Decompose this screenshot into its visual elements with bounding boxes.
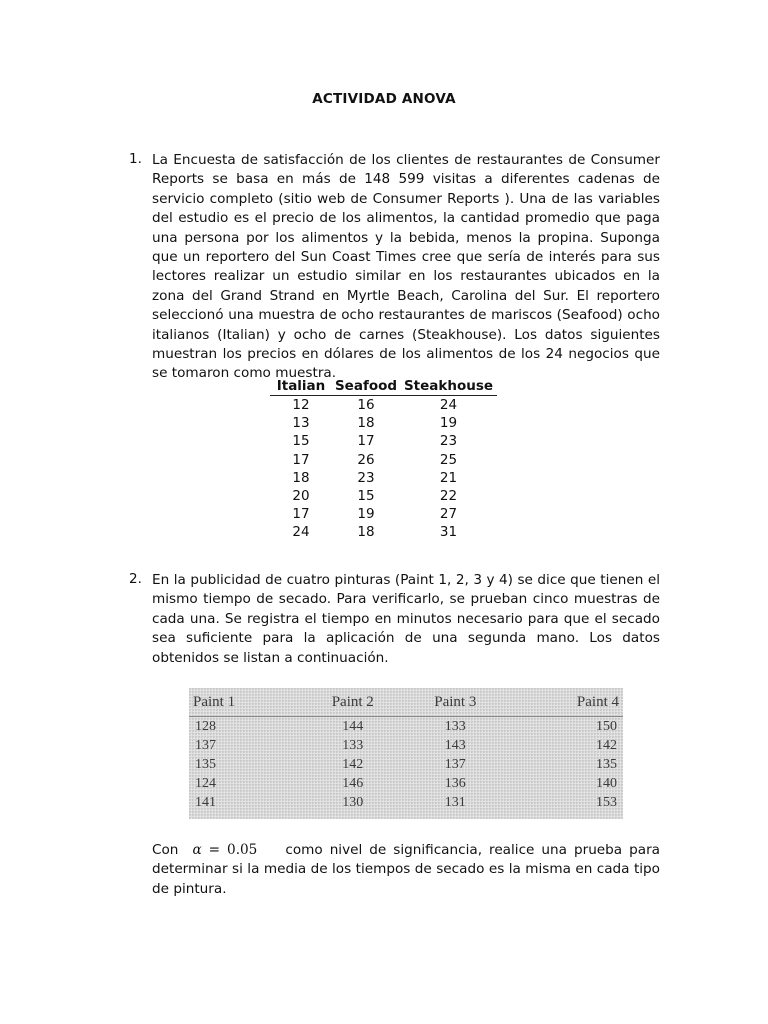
table-cell: 133 [444,719,466,734]
table-cell: 128 [195,719,216,734]
table-cell: 23 [357,469,375,486]
question-1-number: 1. [129,151,142,167]
table-cell: 133 [342,738,364,753]
table-cell: 140 [596,776,617,791]
table-row [189,774,623,793]
restaurant-prices-table [270,376,497,542]
table-cell: 18 [357,524,375,541]
table-cell: 135 [195,757,216,772]
table-cell: 15 [357,488,375,505]
table-row [270,469,497,487]
table-row [189,717,623,737]
question-2-conclusion [152,841,660,899]
column-header-paint-1: Paint 1 [189,688,301,717]
table-cell: 22 [439,488,458,505]
table-row [270,451,497,469]
table-cell: 136 [444,776,466,791]
restaurant-table-body [270,396,497,542]
table-cell: 150 [596,719,617,734]
table-row [270,432,497,450]
paint-table-body [189,717,623,813]
table-cell: 24 [439,397,458,413]
table-cell: 24 [292,524,310,541]
table-cell: 19 [439,415,458,432]
table-cell: 15 [292,433,310,450]
table-row [270,414,497,432]
table-row [189,793,623,812]
table-cell: 130 [342,795,364,810]
table-cell: 19 [357,506,375,523]
table-cell: 131 [444,795,466,810]
page-title: ACTIVIDAD ANOVA [312,91,456,107]
table-cell: 137 [444,757,466,772]
table-cell: 17 [292,451,310,468]
table-cell: 153 [596,795,617,810]
question-1-text: La Encuesta de satisfacción de los clientes de restaurantes de Consumer Reports se basa en más de 148 599 visitas a diferentes cadenas de servicio completo (sitio web de Consumer Reports ). Una de las variables del estudio es el precio de los alimentos, la cantidad promedio que paga una persona por los alimentos y la bebida, menos la propina. Suponga que un reportero del Sun Coast Times cree que sería de interés para sus lectores realizar un estudio similar en los restaurantes ubicados en la zona del Grand Strand en Myrtle Beach, Carolina del Sur. El reportero seleccionó una muestra de ocho restaurantes de mariscos (Seafood) ocho italianos (Italian) y ocho de carnes (Steakhouse). Los datos siguientes muestran los precios en dólares de los alimentos de los 24 negocios que se tomaron como muestra. [152,152,660,382]
column-header-paint-3: Paint 3 [404,688,507,717]
table-row [270,396,497,415]
column-header-steakhouse: Steakhouse [400,376,497,396]
table-cell: 17 [292,506,310,523]
table-cell: 20 [292,488,310,505]
table-cell: 18 [357,415,375,432]
table-header-row [189,688,623,717]
table-cell: 13 [292,415,310,432]
table-cell: 21 [439,469,458,486]
paint-table-image [189,688,623,819]
column-header-paint-2: Paint 2 [301,688,404,717]
table-cell: 18 [292,469,310,486]
table-row [270,505,497,523]
table-cell: 17 [357,433,375,450]
table-row [189,755,623,774]
conclusion-text: como nivel de significancia, realice una prueba para determinar si la media de los tiempos de secado es la misma en cada tipo de pintura. [152,842,661,897]
table-cell: 142 [342,757,364,772]
table-row [189,736,623,755]
table-cell: 16 [357,397,375,413]
table-header-row [270,376,497,396]
question-2-number: 2. [129,571,142,587]
table-cell: 26 [357,451,375,468]
table-cell: 146 [342,776,364,791]
question-2-text: En la publicidad de cuatro pinturas (Paint 1, 2, 3 y 4) se dice que tienen el mismo tiempo de secado. Para verificarlo, se prueban cinco muestras de cada una. Se registra el tiempo en minutos necesario para que el secado sea suficiente para la aplicación de una segunda mano. Los datos obtenidos se listan a continuación. [152,572,660,666]
table-cell: 141 [195,795,216,810]
table-cell: 143 [444,738,466,753]
table-cell: 135 [596,757,617,772]
table-cell: 142 [596,738,617,753]
column-header-italian: Italian [270,376,332,396]
table-cell: 137 [195,738,216,753]
alpha-value: = 0.05 [208,842,258,858]
table-row [270,523,497,541]
table-cell: 27 [439,506,458,523]
table-cell: 124 [195,776,216,791]
column-header-paint-4: Paint 4 [507,688,623,717]
table-cell: 25 [439,451,458,468]
table-cell: 12 [292,397,310,413]
table-cell: 31 [439,524,458,541]
table-cell: 144 [342,719,364,734]
alpha-symbol: α [192,842,202,858]
table-cell: 23 [439,433,458,450]
column-header-seafood: Seafood [332,376,400,396]
table-row [270,487,497,505]
paint-drying-table [189,688,623,812]
conclusion-prefix: Con [152,842,179,858]
